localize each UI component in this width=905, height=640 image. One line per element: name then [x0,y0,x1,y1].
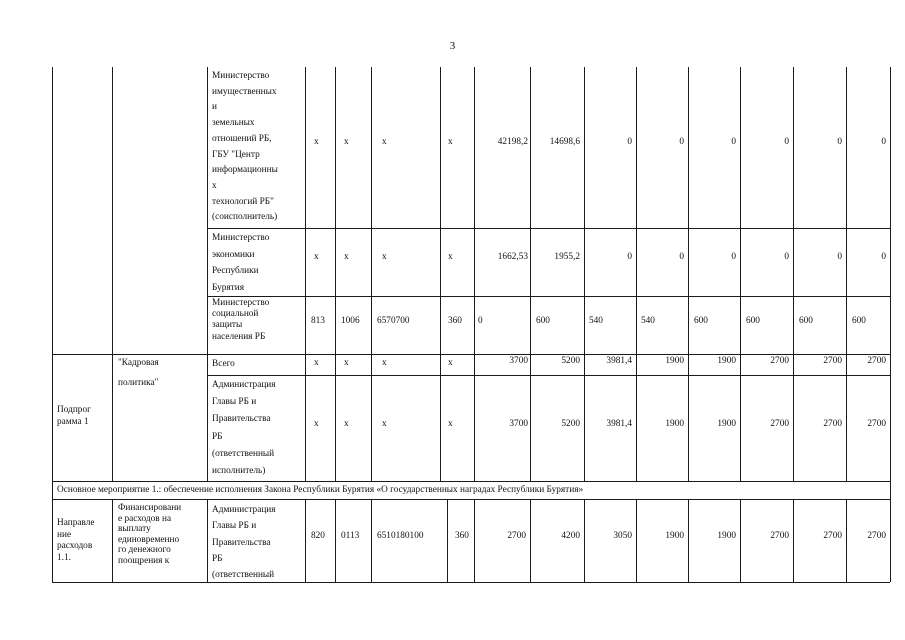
code-cell: x [314,252,319,262]
value-cell: 2700 [823,356,842,366]
code-cell: x [344,252,349,262]
code-cell: x [448,252,453,262]
row-line [207,296,890,297]
code-cell: 820 [311,531,325,541]
col-line [305,499,306,582]
col-line [890,499,891,582]
row-line [52,481,890,482]
value-cell: 14698,6 [549,137,580,147]
code-cell: x [382,252,387,262]
value-cell: 1900 [665,531,684,541]
value-cell: 0 [837,252,842,262]
col-line [52,499,53,582]
row-line [52,582,890,583]
code-cell: 6570700 [377,316,410,326]
value-cell: 1662,53 [497,252,528,262]
code-cell: 360 [448,316,462,326]
value-cell: 0 [881,252,886,262]
executor-administration: Администрация Главы РБ и Правительства РБ (ответственный исполнитель) [212,380,276,477]
value-cell: 600 [536,316,550,326]
value-cell: 2700 [867,531,886,541]
executor-total: Всего [212,359,235,369]
value-cell: 0 [784,252,789,262]
code-cell: x [314,419,319,429]
col-line [52,481,53,499]
col-line [447,499,448,582]
value-cell: 0 [679,252,684,262]
value-cell: 0 [731,137,736,147]
value-cell: 0 [881,137,886,147]
col-line [52,67,53,481]
financing-label: Финансировани е расходов на выплату единовременно го денежного поощрения к [118,503,182,566]
value-cell: 2700 [770,356,789,366]
code-cell: 0113 [341,531,360,541]
value-cell: 0 [837,137,842,147]
value-cell: 600 [799,316,813,326]
col-line [112,67,113,481]
value-cell: 2700 [507,531,526,541]
value-cell: 2700 [867,356,886,366]
col-line [890,67,891,481]
row-line [52,354,890,355]
code-cell: x [314,137,319,147]
value-cell: 540 [641,316,655,326]
code-cell: 813 [311,316,325,326]
value-cell: 0 [679,137,684,147]
code-cell: x [448,419,453,429]
col-line [112,499,113,582]
col-line [890,481,891,499]
value-cell: 600 [852,316,866,326]
code-cell: x [448,137,453,147]
executor-social-ministry: Министерство социальной защиты населения РБ [212,298,270,342]
value-cell: 42198,2 [497,137,528,147]
value-cell: 600 [746,316,760,326]
row-line [207,228,890,229]
value-cell: 0 [627,137,632,147]
row-line [207,375,890,376]
col-line [335,499,336,582]
code-cell: x [314,358,319,368]
col-line [207,67,208,481]
code-cell: x [448,358,453,368]
code-cell: 1006 [341,316,360,326]
executor-economy-ministry: Министерство экономики Республики Бурятия [212,233,270,293]
executor-administration-2: Администрация Главы РБ и Правительства РБ (ответственный [212,505,276,581]
col-line [207,499,208,582]
value-cell: 3981,4 [606,419,632,429]
col-line [335,67,336,481]
value-cell: 0 [627,252,632,262]
value-cell: 2700 [770,419,789,429]
value-cell: 2700 [823,531,842,541]
page-number: 3 [449,40,456,52]
value-cell: 1955,2 [554,252,580,262]
code-cell: 6510180100 [377,531,424,541]
kadrovaya-label: "Кадровая политика" [118,358,159,388]
main-event-title: Основное мероприятие 1.: обеспечение исполнения Закона Республики Бурятия «О государственных наградах Республики Бурятия» [57,485,584,495]
code-cell: x [344,137,349,147]
value-cell: 2700 [867,419,886,429]
value-cell: 3981,4 [606,356,632,366]
value-cell: 3050 [613,531,632,541]
col-line [371,67,372,481]
value-cell: 1900 [717,531,736,541]
value-cell: 5200 [561,356,580,366]
value-cell: 4200 [561,531,580,541]
code-cell: x [382,137,387,147]
code-cell: x [382,358,387,368]
code-cell: 360 [455,531,469,541]
value-cell: 2700 [770,531,789,541]
direction-label: Направле ние расходов 1.1. [57,518,95,563]
value-cell: 5200 [561,419,580,429]
value-cell: 0 [478,316,483,326]
value-cell: 1900 [665,419,684,429]
value-cell: 3700 [509,419,528,429]
executor-property-ministry: Министерство имущественных и земельных отношений РБ, ГБУ "Центр информационны х технологий РБ" (соисполнитель) [212,71,278,223]
value-cell: 0 [784,137,789,147]
row-line [52,499,890,500]
code-cell: x [344,419,349,429]
value-cell: 540 [589,316,603,326]
value-cell: 1900 [717,419,736,429]
value-cell: 2700 [823,419,842,429]
value-cell: 0 [731,252,736,262]
col-line [440,67,441,481]
col-line [371,499,372,582]
subprogram-label: Подпрог рамма 1 [57,405,91,427]
value-cell: 600 [694,316,708,326]
col-line [305,67,306,481]
value-cell: 1900 [717,356,736,366]
value-cell: 1900 [665,356,684,366]
code-cell: x [382,419,387,429]
code-cell: x [344,358,349,368]
value-cell: 3700 [509,356,528,366]
